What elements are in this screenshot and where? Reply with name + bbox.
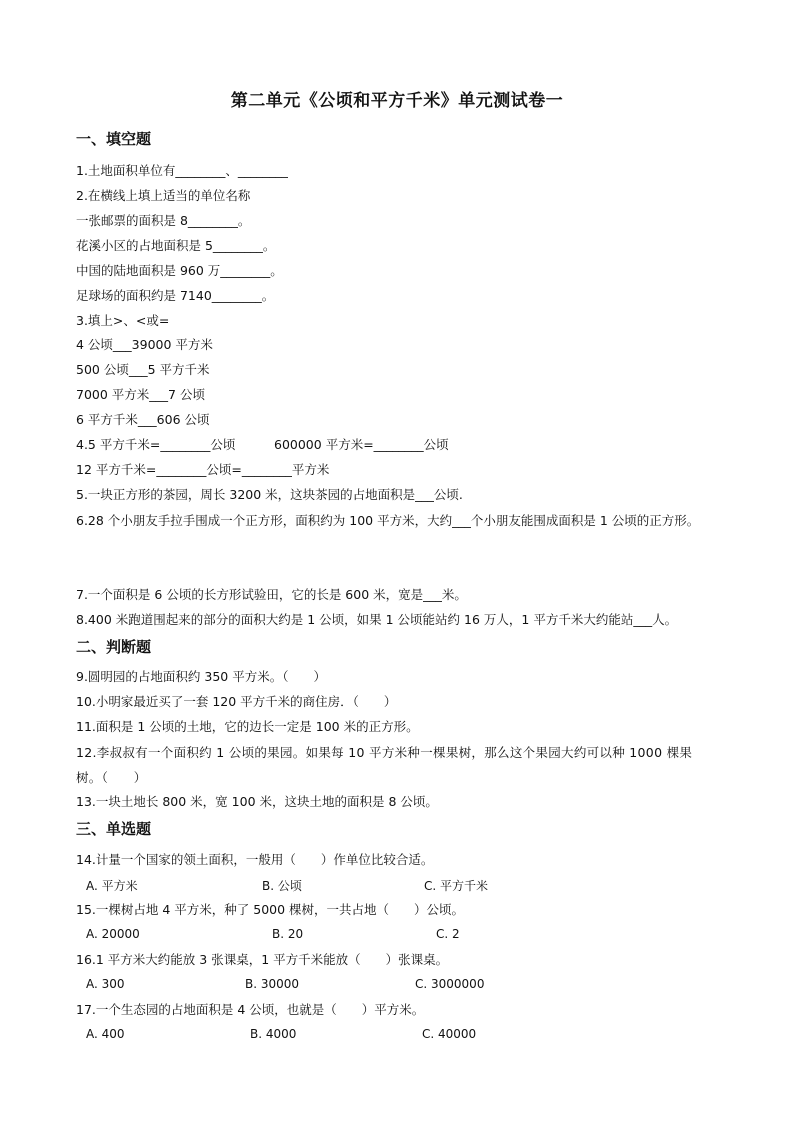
question-2c: 中国的陆地面积是 960 万________。 <box>76 263 283 278</box>
section-heading-choice: 三、单选题 <box>76 820 152 838</box>
option-c[interactable]: C. 3000000 <box>415 977 485 991</box>
option-b[interactable]: B. 公顷 <box>262 879 302 893</box>
option-b[interactable]: B. 20 <box>272 927 304 941</box>
question-2b: 花溪小区的占地面积是 5________。 <box>76 238 276 253</box>
question-17: 17.一个生态园的占地面积是 4 公顷，也就是（ ）平方米。 <box>76 1002 425 1017</box>
question-16: 16.1 平方米大约能放 3 张课桌，1 平方千米能放（ ）张课桌。 <box>76 952 449 967</box>
question-8: 8.400 米跑道围起来的部分的面积大约是 1 公顷，如果 1 公顷能站约 16 万人，1 平方千米大约能站___人。 <box>76 612 678 627</box>
question-3d: 6 平方千米___606 公顷 <box>76 412 210 427</box>
option-a[interactable]: A. 300 <box>86 977 125 991</box>
question-10: 10.小明家最近买了一套 120 平方千米的商住房．（ ） <box>76 694 397 709</box>
question-2: 2.在横线上填上适当的单位名称 <box>76 188 251 203</box>
question-14: 14.计量一个国家的领土面积，一般用（ ）作单位比较合适。 <box>76 852 434 867</box>
option-b[interactable]: B. 4000 <box>250 1027 297 1041</box>
question-1: 1.土地面积单位有________、________ <box>76 163 288 178</box>
question-15: 15.一棵树占地 4 平方米，种了 5000 棵树，一共占地（ ）公顷。 <box>76 902 465 917</box>
option-c[interactable]: C. 平方千米 <box>424 879 489 893</box>
question-4b: 600000 平方米=________公顷 <box>274 437 449 452</box>
question-13: 13.一块土地长 800 米，宽 100 米，这块土地的面积是 8 公顷。 <box>76 794 438 809</box>
question-3a: 4 公顷___39000 平方米 <box>76 337 213 352</box>
question-7: 7.一个面积是 6 公顷的长方形试验田，它的长是 600 米，宽是___米。 <box>76 587 467 602</box>
question-5: 5.一块正方形的茶园，周长 3200 米，这块茶园的占地面积是___公顷. <box>76 487 463 502</box>
option-a[interactable]: A. 20000 <box>86 927 140 941</box>
question-12: 12.李叔叔有一个面积约 1 公顷的果园。如果每 10 平方米种一棵果树，那么这个果园大约可以种 1000 棵果树。（ ） <box>76 745 693 785</box>
question-2a: 一张邮票的面积是 8________。 <box>76 213 251 228</box>
question-3c: 7000 平方米___7 公顷 <box>76 387 205 402</box>
option-b[interactable]: B. 30000 <box>245 977 300 991</box>
option-a[interactable]: A. 400 <box>86 1027 125 1041</box>
question-4c: 12 平方千米=________公顷=________平方米 <box>76 462 330 477</box>
question-6: 6.28 个小朋友手拉手围成一个正方形，面积约为 100 平方米，大约___个小朋友能围成面积是 1 公顷的正方形。 <box>76 513 700 528</box>
section-heading-judge: 二、判断题 <box>76 638 152 656</box>
option-c[interactable]: C. 2 <box>436 927 460 941</box>
question-2d: 足球场的面积约是 7140________。 <box>76 288 275 303</box>
question-3b: 500 公顷___5 平方千米 <box>76 362 210 377</box>
question-4a: 4.5 平方千米=________公顷 <box>76 437 236 452</box>
question-3: 3.填上>、<或= <box>76 313 170 328</box>
option-c[interactable]: C. 40000 <box>422 1027 477 1041</box>
option-a[interactable]: A. 平方米 <box>86 879 138 893</box>
question-9: 9.圆明园的占地面积约 350 平方米。（ ） <box>76 669 326 684</box>
section-heading-fill: 一、填空题 <box>76 130 152 148</box>
question-11: 11.面积是 1 公顷的土地，它的边长一定是 100 米的正方形。 <box>76 719 419 734</box>
page-title: 第二单元《公顷和平方千米》单元测试卷一 <box>230 91 564 111</box>
